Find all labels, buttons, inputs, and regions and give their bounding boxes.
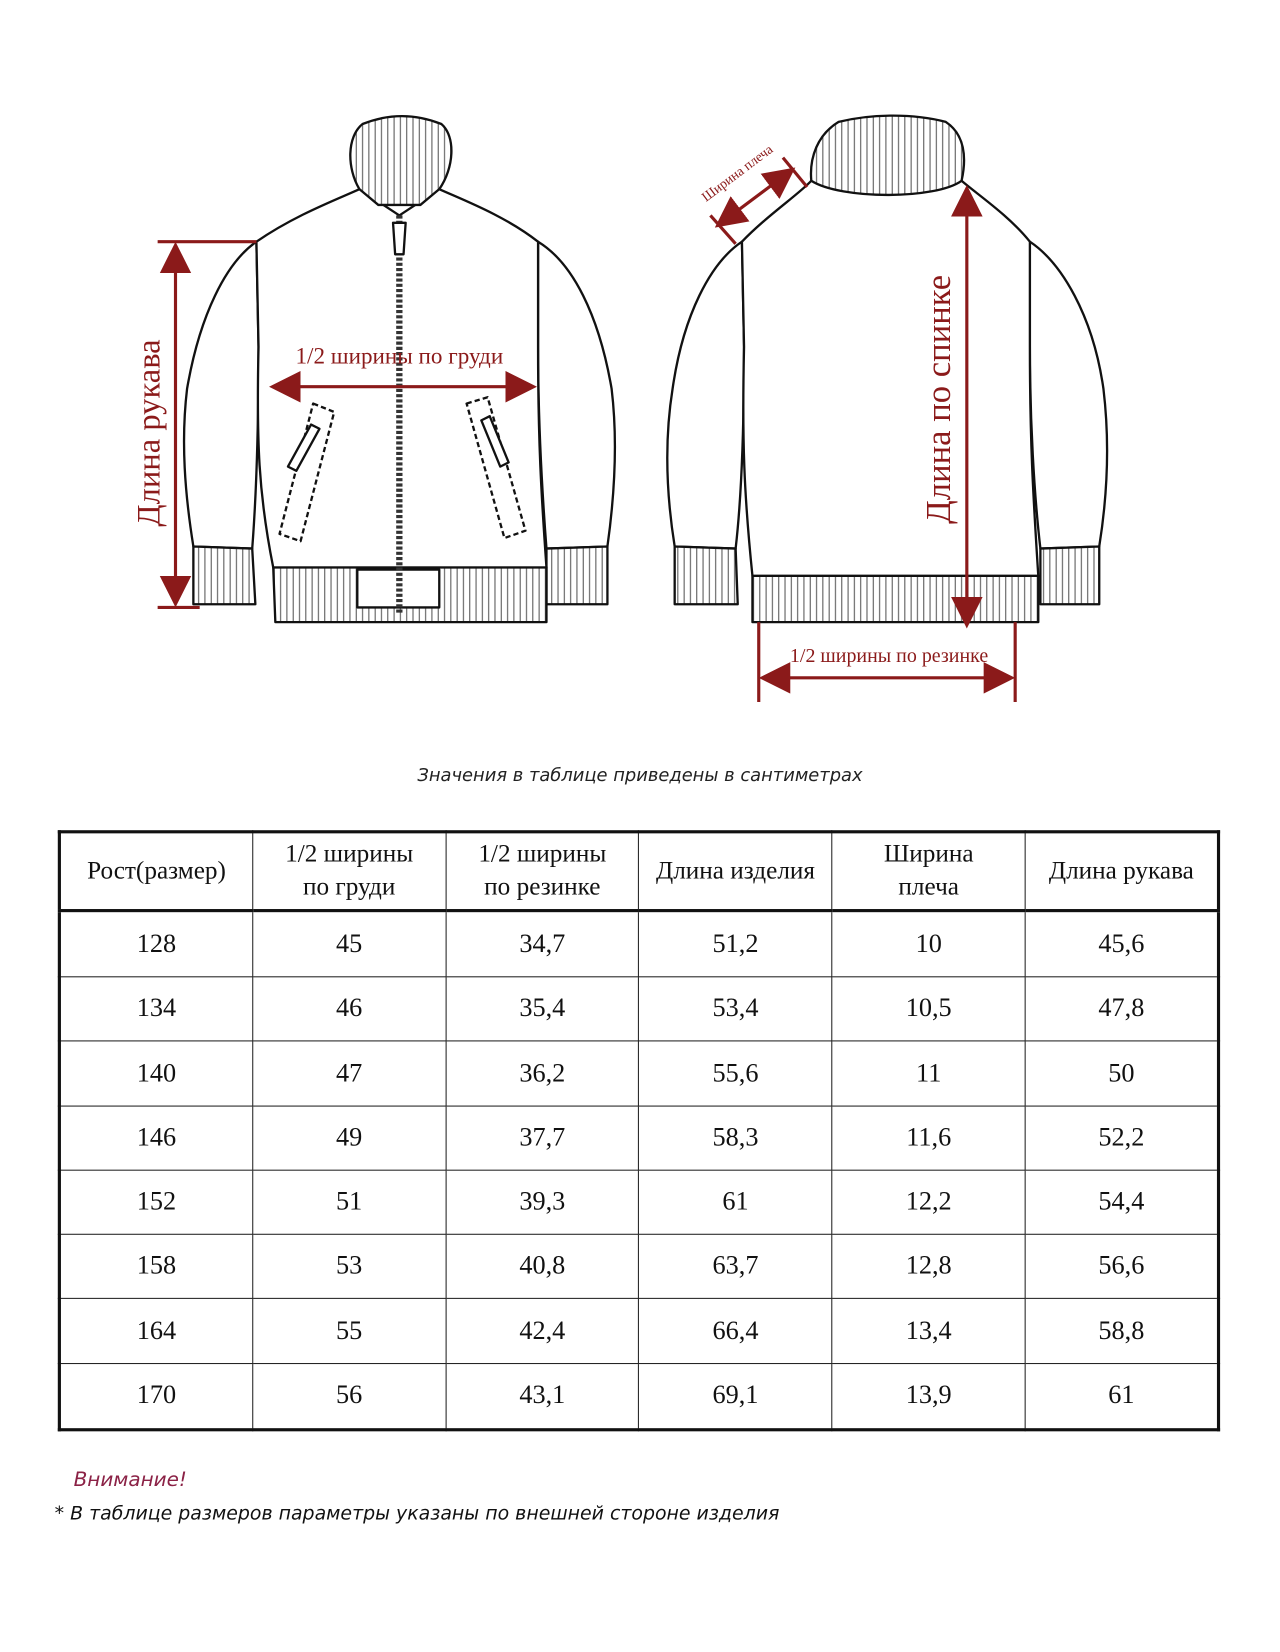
table-cell: 66,4 [639,1299,832,1363]
table-cell: 170 [59,1363,252,1430]
table-cell: 53,4 [639,977,832,1041]
table-row [59,911,1218,977]
table-row [59,1170,1218,1234]
jacket-back-drawing [667,116,1107,623]
table-row [59,1041,1218,1105]
table-cell: 45,6 [1025,911,1218,977]
half-hem-label: 1/2 ширины по резинке [789,645,989,668]
table-cell: 61 [1025,1363,1218,1430]
table-cell: 61 [639,1170,832,1234]
header-half-chest: 1/2 ширины по груди [253,832,446,911]
table-cell: 53 [253,1235,446,1299]
table-cell: 55,6 [639,1041,832,1105]
jacket-measurement-diagram [0,0,1280,736]
table-cell: 164 [59,1299,252,1363]
header-sleeve-length: Длина рукава [1025,832,1218,911]
table-cell: 63,7 [639,1235,832,1299]
table-cell: 39,3 [446,1170,639,1234]
table-cell: 58,3 [639,1106,832,1170]
table-cell: 12,8 [832,1235,1025,1299]
table-row [59,977,1218,1041]
table-cell: 11 [832,1041,1025,1105]
table-cell: 54,4 [1025,1170,1218,1234]
table-cell: 12,2 [832,1170,1025,1234]
back-length-label: Длина по спинке [920,274,959,524]
table-cell: 40,8 [446,1235,639,1299]
table-header-row [59,832,1218,911]
table-cell: 13,4 [832,1299,1025,1363]
jacket-front-drawing [184,116,615,622]
table-cell: 50 [1025,1041,1218,1105]
table-cell: 49 [253,1106,446,1170]
table-row [59,1235,1218,1299]
table-cell: 46 [253,977,446,1041]
table-cell: 11,6 [832,1106,1025,1170]
header-item-length: Длина изделия [639,832,832,911]
header-height: Рост(размер) [59,832,252,911]
table-cell: 36,2 [446,1041,639,1105]
table-row [59,1299,1218,1363]
table-cell: 128 [59,911,252,977]
table-cell: 47,8 [1025,977,1218,1041]
header-shoulder-width: Ширина плеча [832,832,1025,911]
sleeve-length-label: Длина рукава [131,339,168,527]
size-table [58,830,1220,1431]
table-cell: 51 [253,1170,446,1234]
table-cell: 51,2 [639,911,832,977]
half-chest-label: 1/2 ширины по груди [295,342,504,369]
table-cell: 56,6 [1025,1235,1218,1299]
table-cell: 47 [253,1041,446,1105]
table-cell: 13,9 [832,1363,1025,1430]
table-cell: 10 [832,911,1025,977]
table-cell: 37,7 [446,1106,639,1170]
table-cell: 42,4 [446,1299,639,1363]
warning-title: Внимание! [73,1468,187,1492]
table-cell: 69,1 [639,1363,832,1430]
table-cell: 158 [59,1235,252,1299]
table-cell: 35,4 [446,977,639,1041]
table-cell: 55 [253,1299,446,1363]
table-cell: 10,5 [832,977,1025,1041]
header-half-hem: 1/2 ширины по резинке [446,832,639,911]
table-cell: 52,2 [1025,1106,1218,1170]
table-cell: 43,1 [446,1363,639,1430]
table-row [59,1106,1218,1170]
table-cell: 58,8 [1025,1299,1218,1363]
shoulder-width-label: Ширина плеча [698,141,776,205]
table-cell: 56 [253,1363,446,1430]
units-note: Значения в таблице приведены в сантиметрах [417,765,863,787]
footnote: * В таблице размеров параметры указаны по внешней стороне изделия [54,1502,780,1525]
table-cell: 45 [253,911,446,977]
table-cell: 146 [59,1106,252,1170]
table-cell: 134 [59,977,252,1041]
table-cell: 140 [59,1041,252,1105]
table-cell: 152 [59,1170,252,1234]
table-row [59,1363,1218,1430]
table-cell: 34,7 [446,911,639,977]
